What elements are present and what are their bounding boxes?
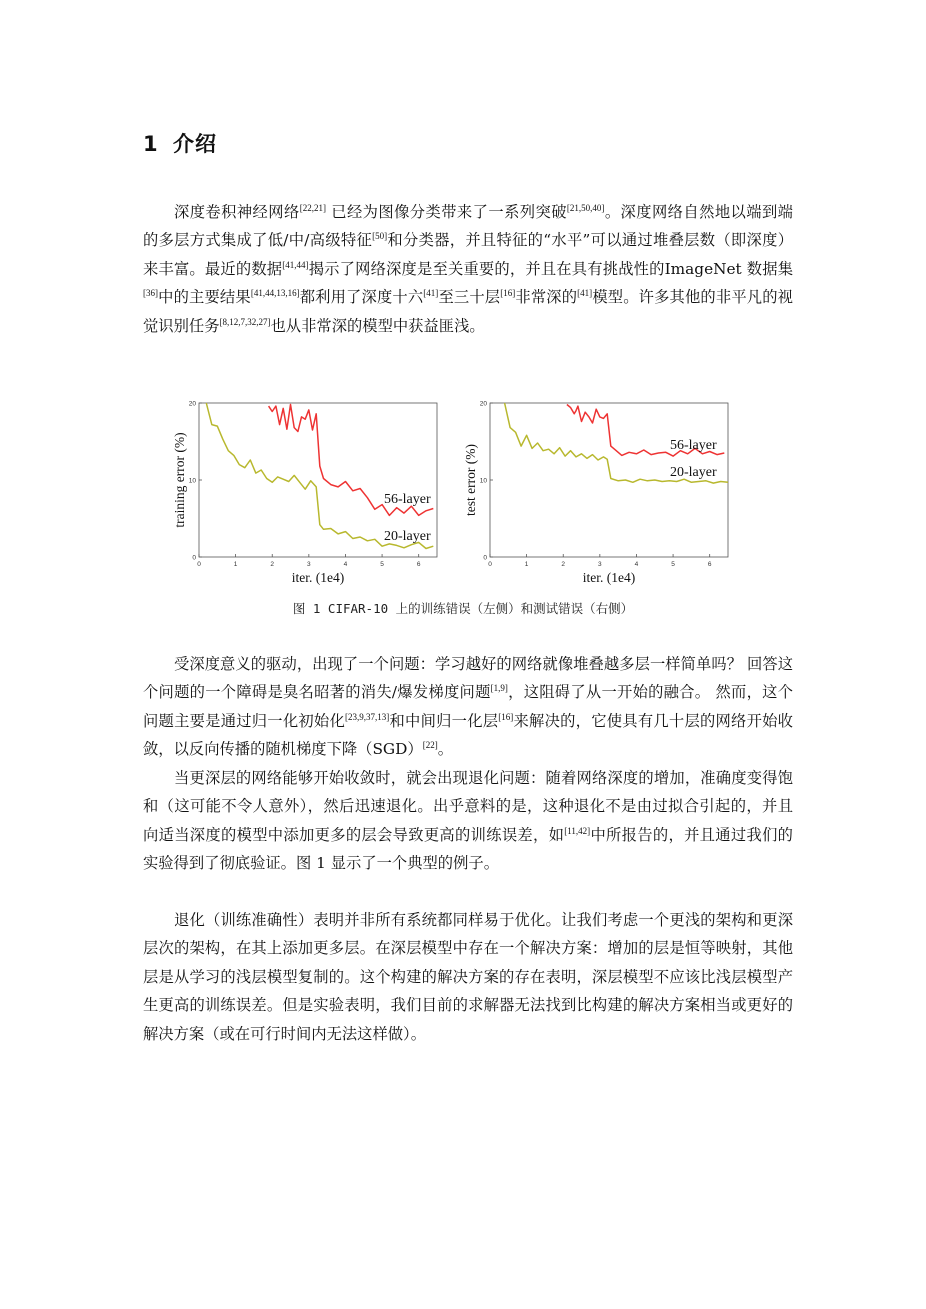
series-label: 20-layer xyxy=(670,465,717,480)
citation: [21,50,40] xyxy=(566,203,605,213)
paragraph-2 xyxy=(143,650,793,764)
citation: [36] xyxy=(143,288,158,299)
x-tick-label: 2 xyxy=(561,561,566,568)
paragraph-text: 。深度网络自然地以端到端的多层方式集成了低/中/高级特征 xyxy=(143,203,793,250)
citation: [16] xyxy=(500,288,516,299)
x-axis-label: iter. (1e4) xyxy=(582,570,636,585)
x-tick-label: 0 xyxy=(488,561,492,568)
citation: [41,44] xyxy=(282,259,309,270)
paragraph-text: 当更深层的网络能够开始收敛时，就会出现退化问题：随着网络深度的增加，准确度变得饱和（这可能不令人意外），然后迅速退化。出乎意料的是，这种退化不是由过拟合引起的，并且向适当深度的模型中添加更多的层会导致更高的训练误差，如 xyxy=(143,769,793,844)
y-tick-label: 20 xyxy=(479,400,487,408)
paragraph-text: 。 xyxy=(437,740,454,759)
x-tick-label: 6 xyxy=(707,561,712,568)
citation: [22] xyxy=(422,740,438,751)
citation: [8,12,7,32,27] xyxy=(219,316,271,327)
paragraph-text: ，这阻碍了从一开始的融合。 然而，这个问题主要是通过归一化初始化 xyxy=(143,683,793,730)
citation: [50] xyxy=(372,231,388,242)
x-tick-label: 6 xyxy=(416,561,421,568)
x-tick-label: 5 xyxy=(671,561,675,568)
paragraph-4 xyxy=(143,906,793,1048)
x-tick-label: 0 xyxy=(197,561,201,568)
paragraph-text: 中的主要结果 xyxy=(158,288,251,307)
paragraph-text: 非常深的 xyxy=(515,288,578,307)
paragraph-text: 揭示了网络深度是至关重要的，并且在具有挑战性的ImageNet 数据集 xyxy=(308,259,793,278)
paragraph-text: 都利用了深度十六 xyxy=(299,288,424,307)
paragraph-text: 模型。许多其他的非平凡的视觉识别任务 xyxy=(143,288,793,335)
paragraph-text: 来解决的，它使具有几十层的网络开始收敛，以反向传播的随机梯度下降（SGD） xyxy=(143,711,793,759)
paragraph-text: 至三十层 xyxy=(438,288,501,307)
citation: [1,9] xyxy=(490,683,508,694)
training-error-chart xyxy=(160,392,450,592)
x-tick-label: 5 xyxy=(380,561,384,568)
paragraph-text: 受深度意义的驱动，出现了一个问题：学习越好的网络就像堆叠越多层一样简单吗？ 回答这个问题的一个障碍是臭名昭著的消失/爆发梯度问题 xyxy=(143,655,793,702)
test-error-chart xyxy=(450,392,740,592)
x-tick-label: 4 xyxy=(343,561,348,568)
y-tick-label: 0 xyxy=(483,554,487,562)
x-tick-label: 1 xyxy=(524,561,529,568)
citation: [22,21] xyxy=(299,203,326,213)
citation: [16] xyxy=(498,711,514,722)
y-tick-label: 10 xyxy=(188,477,196,485)
paragraph-text: 退化（训练准确性）表明并非所有系统都同样易于优化。让我们考虑一个更浅的架构和更深层次的架构，在其上添加更多层。在深层模型中存在一个解决方案：增加的层是恒等映射，其他层是从学习的浅层模型复制的。这个构建的解决方案的存在表明，深层模型不应该比浅层模型产生更高的训练误差。但是实验表明，我们目前的求解器无法找到比构建的解决方案相当或更好的解决方案（或在可行时间内无法这样做）。 xyxy=(143,911,793,1043)
series-line-20-layer xyxy=(206,403,433,549)
citation: [11,42] xyxy=(564,825,591,836)
paragraph-text: 中所报告的，并且通过我们的实验得到了彻底验证。图 1 显示了一个典型的例子。 xyxy=(143,825,793,873)
paragraph-text: 已经为图像分类带来了一系列突破 xyxy=(325,203,567,221)
section-number: 1 xyxy=(143,132,159,156)
x-tick-label: 2 xyxy=(270,561,275,568)
figure-caption: 图 1 CIFAR-10 上的训练错误（左侧）和测试错误（右侧） xyxy=(292,601,634,616)
citation: [23,9,37,13] xyxy=(345,711,390,722)
x-axis-label: iter. (1e4) xyxy=(291,570,345,585)
y-axis-label: test error (%) xyxy=(463,444,478,516)
paragraph-text: 和中间归一化层 xyxy=(389,711,499,730)
paragraph-1 xyxy=(143,198,793,340)
paragraph-3 xyxy=(143,764,793,878)
section-title-text: 介绍 xyxy=(173,132,217,156)
y-tick-label: 10 xyxy=(479,477,487,485)
series-label: 56-layer xyxy=(670,438,717,453)
x-tick-label: 1 xyxy=(233,561,238,568)
paragraph-text: 也从非常深的模型中获益匪浅。 xyxy=(270,316,485,335)
paragraph-text: 深度卷积神经网络 xyxy=(174,203,300,221)
paragraph-text: 和分类器，并且特征的“水平”可以通过堆叠层数（即深度）来丰富。最近的数据 xyxy=(143,231,793,278)
x-tick-label: 3 xyxy=(598,561,602,568)
series-label: 56-layer xyxy=(384,492,431,507)
y-tick-label: 0 xyxy=(192,554,196,562)
y-axis-label: training error (%) xyxy=(172,432,187,528)
citation: [41,44,13,16] xyxy=(250,288,300,299)
series-label: 20-layer xyxy=(384,529,431,544)
x-tick-label: 4 xyxy=(634,561,639,568)
citation: [41] xyxy=(423,288,439,299)
section-heading xyxy=(143,128,217,158)
citation: [41] xyxy=(577,288,593,299)
x-tick-label: 3 xyxy=(307,561,311,568)
figure-1 xyxy=(160,392,740,592)
y-tick-label: 20 xyxy=(188,400,196,408)
